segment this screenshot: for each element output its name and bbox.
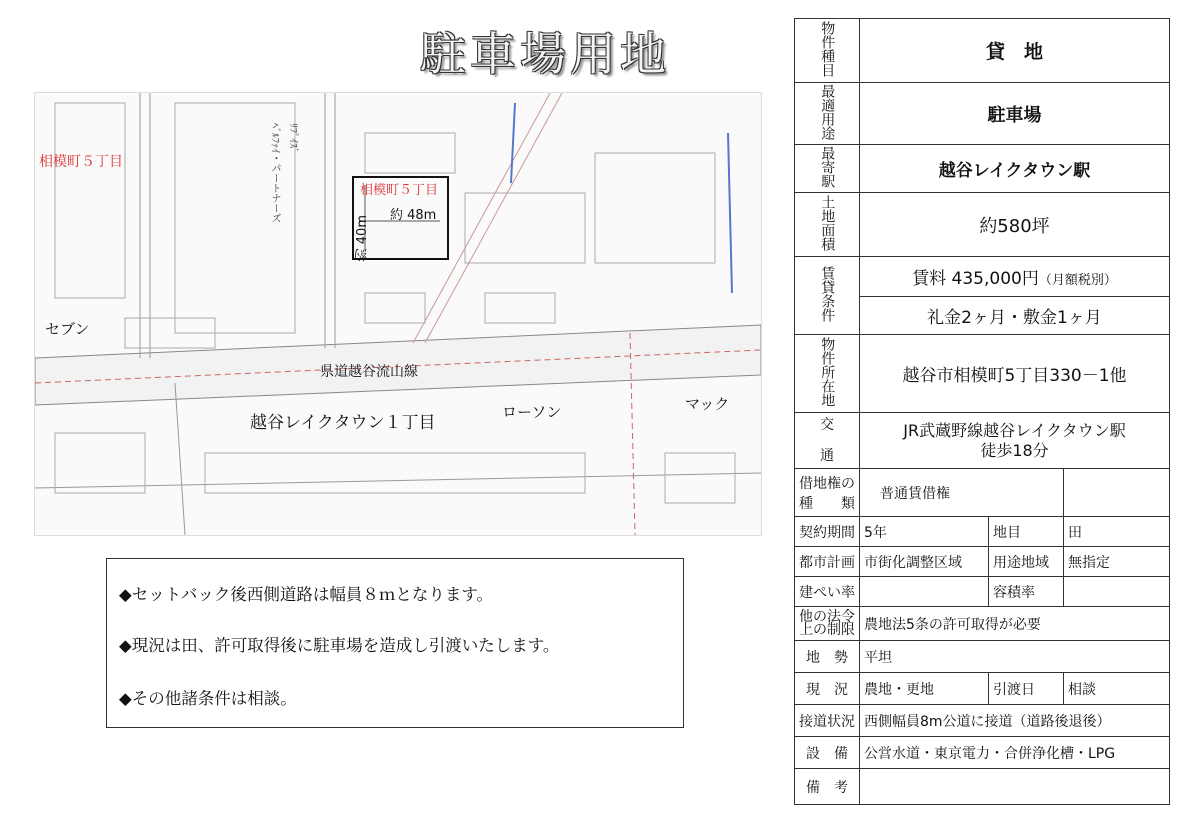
note-other: ◆その他諸条件は相談。 (119, 689, 297, 708)
value-road: 西側幅員8m公道に接道（道路後退後） (860, 705, 1170, 737)
map-dimension-height: 約 40m (355, 215, 370, 262)
value-bcr (860, 577, 989, 607)
map-label-mac: マック (685, 395, 730, 413)
label-status: 現 況 (795, 673, 860, 705)
value-right: 普通賃借権 (860, 469, 1064, 517)
value-zone: 無指定 (1064, 547, 1170, 577)
value-rent: 賃料 435,000円（月額税別） (860, 257, 1170, 297)
value-equipment: 公営水道・東京電力・合併浄化槽・LPG (860, 737, 1170, 769)
value-far (1064, 577, 1170, 607)
label-address: 物件所在地 (795, 335, 860, 413)
label-road: 接道状況 (795, 705, 860, 737)
value-access: JR武蔵野線越谷レイクタウン駅 徒歩18分 (860, 413, 1170, 469)
value-deposit: 礼金2ヶ月・敷金1ヶ月 (860, 297, 1170, 335)
value-chimoku: 田 (1064, 517, 1170, 547)
notes-box (106, 558, 684, 728)
label-use: 最適用途 (795, 83, 860, 145)
map-drawing (35, 93, 761, 535)
map-label-building1: ﾘﾌﾟｲｽﾞ (287, 123, 298, 153)
note-setback: ◆セットバック後西側道路は幅員８ｍとなります。 (119, 585, 494, 604)
value-handover: 相談 (1064, 673, 1170, 705)
label-lease: 賃貸条件 (795, 257, 860, 335)
map-label-building2: ﾍﾞﾙﾌｧｲ・パートナーズ (269, 123, 280, 223)
value-city-plan: 市街化調整区域 (860, 547, 989, 577)
label-zone: 用途地域 (989, 547, 1064, 577)
label-city-plan: 都市計画 (795, 547, 860, 577)
value-term: 5年 (860, 517, 989, 547)
label-station: 最寄駅 (795, 145, 860, 193)
label-law: 他の法令上の制限 (795, 607, 860, 641)
page-title: 駐車場用地 (420, 27, 670, 81)
value-right-extra (1064, 469, 1170, 517)
map-label-lake-town: 越谷レイクタウン１丁目 (250, 413, 436, 433)
label-equipment: 設 備 (795, 737, 860, 769)
map-label-seven: セブン (45, 320, 90, 338)
map-label-plot: 相模町５丁目 (360, 183, 439, 198)
value-terrain: 平坦 (860, 641, 1170, 673)
value-address: 越谷市相模町5丁目330－1他 (860, 335, 1170, 413)
value-type: 貸 地 (860, 19, 1170, 83)
property-info-table (794, 18, 1170, 805)
label-handover: 引渡日 (989, 673, 1064, 705)
label-remarks: 備 考 (795, 769, 860, 805)
label-access: 交 通 (795, 413, 860, 469)
note-current-status: ◆現況は田、許可取得後に駐車場を造成し引渡いたします。 (119, 636, 560, 655)
label-terrain: 地 勢 (795, 641, 860, 673)
value-use: 駐車場 (860, 83, 1170, 145)
map-label-road: 県道越谷流山線 (320, 364, 418, 380)
value-station: 越谷レイクタウン駅 (860, 145, 1170, 193)
label-right: 借地権の種 類 (795, 469, 860, 517)
label-area: 土地面積 (795, 193, 860, 257)
value-area: 約580坪 (860, 193, 1170, 257)
label-term: 契約期間 (795, 517, 860, 547)
map-label-sagamicho: 相模町５丁目 (39, 154, 123, 170)
label-chimoku: 地目 (989, 517, 1064, 547)
value-status: 農地・更地 (860, 673, 989, 705)
label-far: 容積率 (989, 577, 1064, 607)
label-bcr: 建ぺい率 (795, 577, 860, 607)
label-type: 物件種目 (795, 19, 860, 83)
map-dimension-width: 約 48m (390, 208, 437, 223)
map-label-lawson: ローソン (502, 403, 562, 421)
value-law: 農地法5条の許可取得が必要 (860, 607, 1170, 641)
site-map (34, 92, 762, 536)
value-remarks (860, 769, 1170, 805)
